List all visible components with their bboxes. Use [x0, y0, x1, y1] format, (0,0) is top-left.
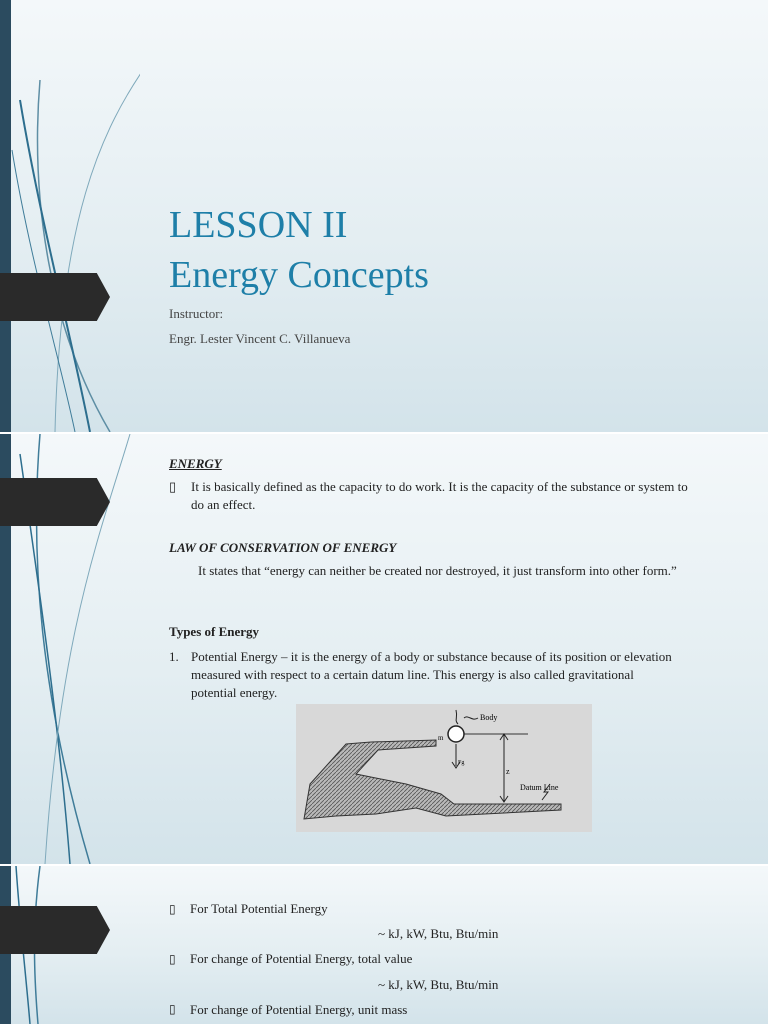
energy-heading: ENERGY	[169, 456, 222, 471]
potential-energy-text: Potential Energy – it is the energy of a body or substance because of its position or elevation measured with respect to a certain datum line. This energy is also called gravitational potential energy.	[191, 649, 672, 700]
arrow-tab-icon	[0, 906, 110, 954]
figure-label-datum: Datum Line	[520, 783, 559, 792]
checkbox-bullet-icon: ▯	[169, 902, 176, 916]
units-text: ~ kJ, kW, Btu, Btu/min	[378, 977, 499, 992]
figure-label-mass: m	[438, 734, 444, 742]
list-item: For change of Potential Energy, total value	[190, 951, 413, 966]
slide-potential-formulas	[0, 866, 768, 1024]
types-heading: Types of Energy	[169, 624, 260, 639]
figure-label-z: z	[506, 767, 510, 776]
list-number: 1.	[169, 649, 179, 664]
checkbox-bullet-icon: ▯	[169, 1002, 176, 1016]
energy-definition: It is basically defined as the capacity to do work. It is the capacity of the substance or system to do an effect.	[191, 479, 688, 512]
arrow-tab-icon	[0, 478, 110, 526]
units-text: ~ kJ, kW, Btu, Btu/min	[378, 926, 499, 941]
slide-title	[0, 0, 768, 432]
list-item: For Total Potential Energy	[190, 901, 328, 916]
law-text: It states that “energy can neither be created nor destroyed, it just transform into other form.”	[198, 563, 677, 578]
figure-label-body: Body	[480, 713, 498, 722]
checkbox-bullet-icon: ▯	[169, 479, 177, 494]
list-item: For change of Potential Energy, unit mass	[190, 1002, 408, 1017]
figure-label-force: Fg	[458, 760, 465, 766]
decorative-swoosh	[0, 0, 140, 432]
slide-energy	[0, 434, 768, 864]
instructor-name: Engr. Lester Vincent C. Villanueva	[169, 331, 351, 346]
page-title: LESSON II	[169, 204, 348, 246]
law-heading: LAW OF CONSERVATION OF ENERGY	[169, 540, 397, 555]
checkbox-bullet-icon: ▯	[169, 952, 176, 966]
potential-energy-figure	[296, 704, 592, 832]
arrow-tab-icon	[0, 273, 110, 321]
instructor-label: Instructor:	[169, 306, 224, 321]
page-subtitle: Energy Concepts	[169, 254, 429, 296]
